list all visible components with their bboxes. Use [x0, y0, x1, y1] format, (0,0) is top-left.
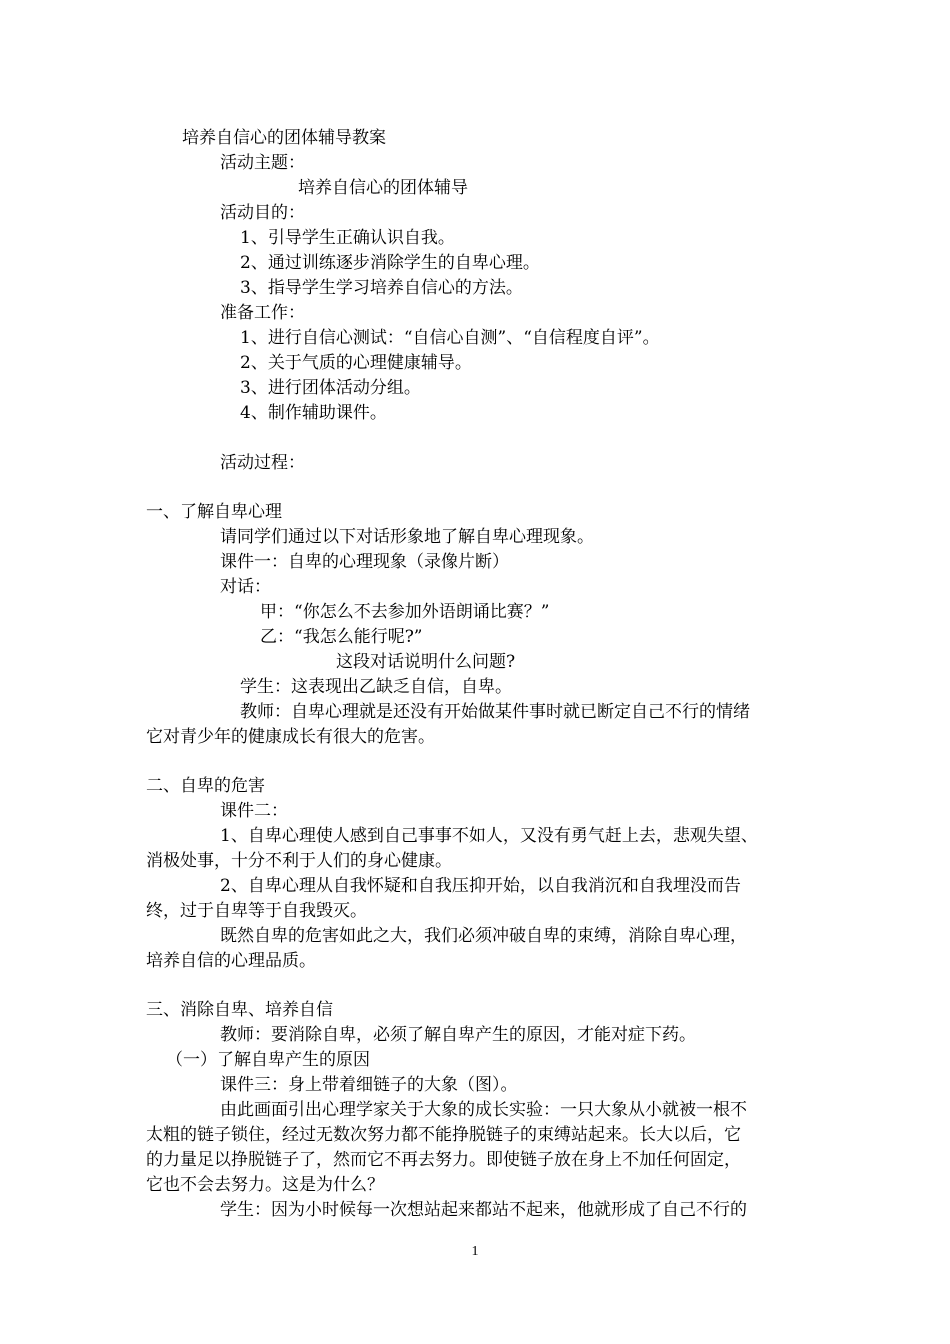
text-line: 4、制作辅助课件。	[240, 403, 387, 423]
text-line: 活动过程：	[220, 453, 305, 473]
text-line: 教师：要消除自卑，必须了解自卑产生的原因，才能对症下药。	[220, 1025, 696, 1045]
section-heading: 二、自卑的危害	[146, 776, 265, 796]
text-line: 这段对话说明什么问题?	[336, 652, 516, 672]
text-line: 2、自卑心理从自我怀疑和自我压抑开始，以自我消沉和自我埋没而告	[220, 876, 741, 896]
text-line: 3、指导学生学习培养自信心的方法。	[240, 278, 523, 298]
section-heading: 一、了解自卑心理	[146, 502, 282, 522]
text-line: 1、引导学生正确认识自我。	[240, 228, 455, 248]
text-line: 3、进行团体活动分组。	[240, 378, 421, 398]
text-line: 培养自信心的团体辅导	[298, 178, 468, 198]
text-line: 课件三：身上带着细链子的大象（图）。	[220, 1075, 518, 1095]
page-number: 1	[471, 1244, 479, 1259]
text-line: 课件一：自卑的心理现象（录像片断）	[220, 552, 509, 572]
text-line: 请同学们通过以下对话形象地了解自卑心理现象。	[220, 527, 594, 547]
text-line: 2、关于气质的心理健康辅导。	[240, 353, 472, 373]
text-line: 教师：自卑心理就是还没有开始做某件事时就已断定自己不行的情绪	[240, 702, 750, 722]
text-line: 的力量足以挣脱链子了，然而它不再去努力。即使链子放在身上不加任何固定，	[146, 1150, 741, 1170]
text-line: 甲：“你怎么不去参加外语朗诵比赛？”	[260, 602, 550, 622]
text-line: 消极处事，十分不利于人们的身心健康。	[146, 851, 452, 871]
text-line: 乙：“我怎么能行呢?”	[260, 627, 423, 647]
text-line: 它对青少年的健康成长有很大的危害。	[146, 727, 435, 747]
document-title: 培养自信心的团体辅导教案	[182, 128, 386, 148]
text-line: 1、进行自信心测试：“自信心自测”、“自信程度自评”。	[240, 328, 660, 348]
text-line: 课件二：	[220, 801, 288, 821]
text-line: 由此画面引出心理学家关于大象的成长实验：一只大象从小就被一根不	[220, 1100, 747, 1120]
text-line: 它也不会去努力。这是为什么？	[146, 1175, 384, 1195]
text-line: 对话：	[220, 577, 271, 597]
text-line: 准备工作：	[220, 303, 305, 323]
text-line: 学生：因为小时候每一次想站起来都站不起来，他就形成了自己不行的	[220, 1200, 747, 1220]
section-heading: 三、消除自卑、培养自信	[146, 1000, 333, 1020]
text-line: 活动目的：	[220, 203, 305, 223]
text-line: 既然自卑的危害如此之大，我们必须冲破自卑的束缚，消除自卑心理，	[220, 926, 747, 946]
text-line: 太粗的链子锁住，经过无数次努力都不能挣脱链子的束缚站起来。长大以后，它	[146, 1125, 741, 1145]
subsection-heading: （一）了解自卑产生的原因	[166, 1050, 370, 1070]
text-line: 培养自信的心理品质。	[146, 951, 316, 971]
text-line: 学生：这表现出乙缺乏自信，自卑。	[240, 677, 512, 697]
text-line: 1、自卑心理使人感到自己事事不如人，又没有勇气赶上去，悲观失望、	[220, 826, 758, 846]
text-line: 活动主题：	[220, 153, 305, 173]
text-line: 2、通过训练逐步消除学生的自卑心理。	[240, 253, 540, 273]
text-line: 终，过于自卑等于自我毁灭。	[146, 901, 367, 921]
